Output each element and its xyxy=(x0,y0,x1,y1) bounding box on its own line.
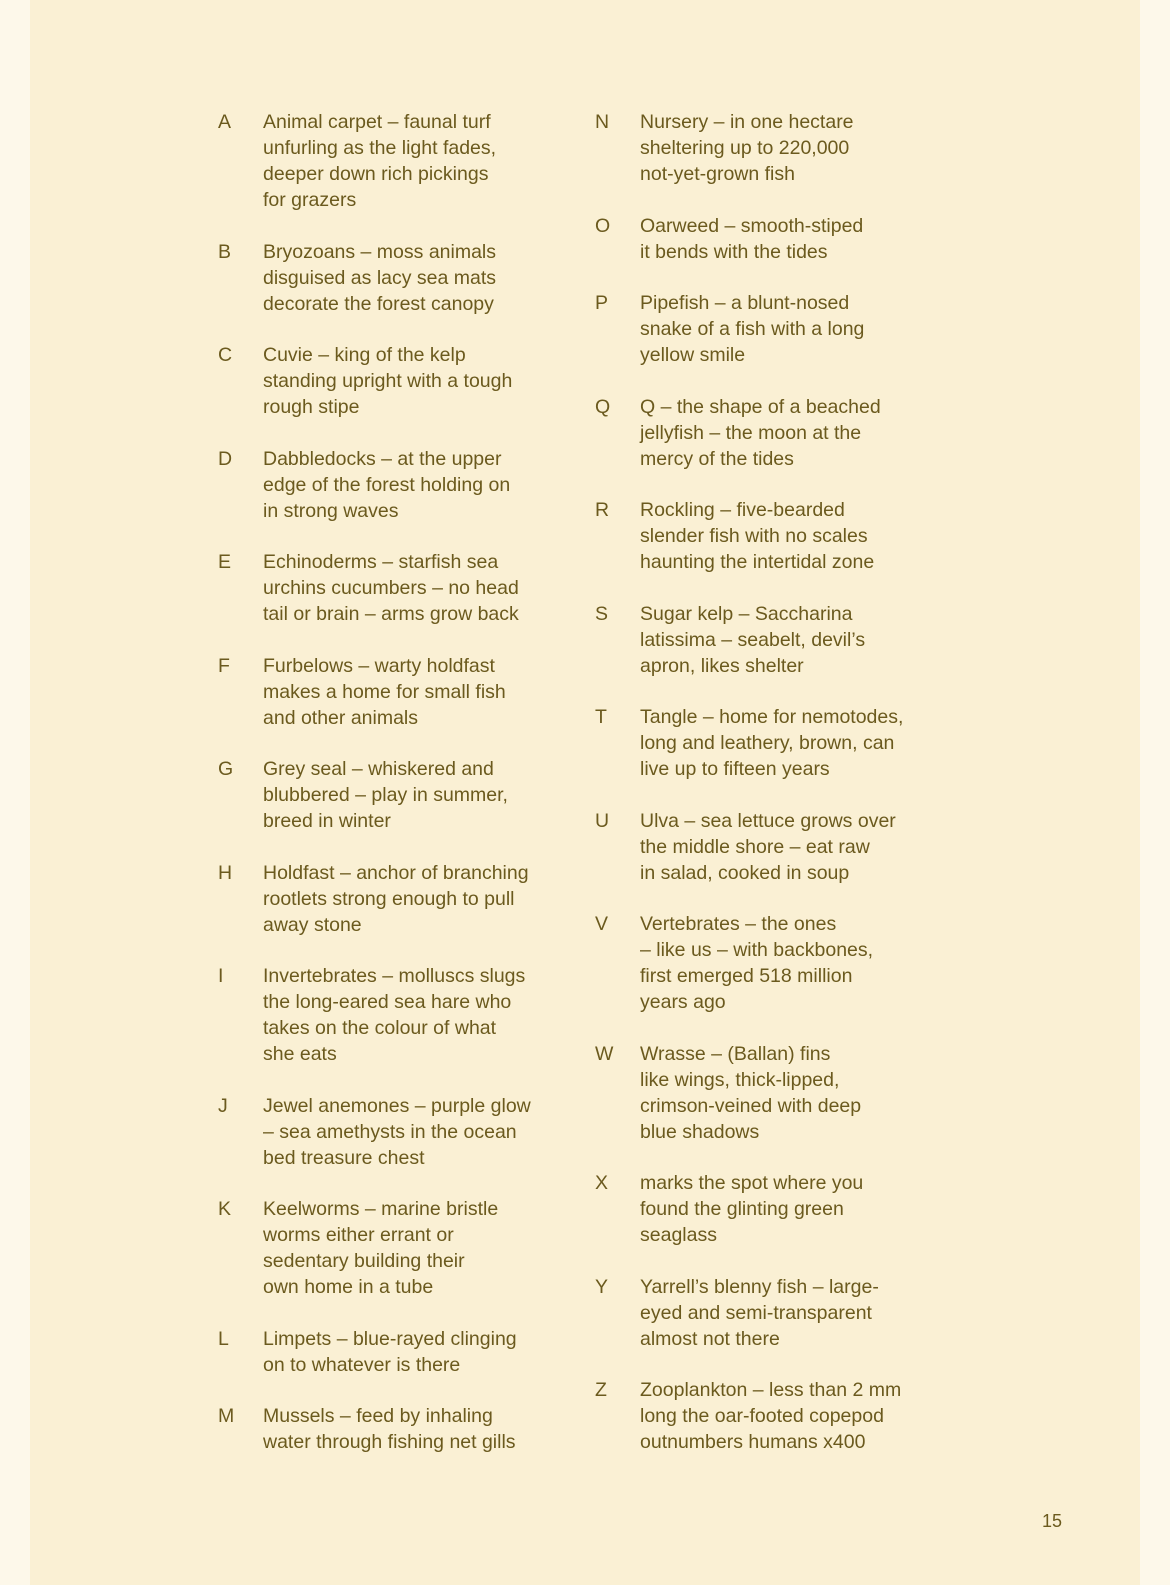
entry-letter: R xyxy=(595,499,610,521)
glossary-entry-i xyxy=(218,963,588,1067)
entry-text: Animal carpet – faunal turf unfurling as the light fades, deeper down rich pickings for grazers xyxy=(263,111,497,211)
glossary-entry-l xyxy=(218,1326,588,1378)
glossary-entry-u xyxy=(595,808,975,886)
glossary-entry-e xyxy=(218,549,588,627)
glossary-entry-s xyxy=(595,601,975,679)
entry-text: Dabbledocks – at the upper edge of the forest holding on in strong waves xyxy=(263,447,511,522)
entry-letter: I xyxy=(218,965,224,987)
entry-letter: S xyxy=(595,602,609,625)
entry-text: Wrasse – (Ballan) fins like wings, thick-lipped, crimson-veined with deep blue shadows xyxy=(640,1042,862,1143)
entry-letter: O xyxy=(595,214,611,237)
glossary-entry-f xyxy=(218,653,588,731)
entry-letter: L xyxy=(218,1327,229,1350)
entry-letter: U xyxy=(595,809,610,832)
entry-letter: H xyxy=(218,861,233,884)
entry-text: Q – the shape of a beached jellyfish – the moon at the mercy of the tides xyxy=(640,395,881,470)
entry-letter: Z xyxy=(595,1379,607,1401)
glossary-entry-o xyxy=(595,213,975,265)
glossary-entry-p xyxy=(595,290,975,368)
glossary-entry-g xyxy=(218,756,588,834)
entry-letter: T xyxy=(595,706,607,728)
entry-text: Mussels – feed by inhaling water through fishing net gills xyxy=(263,1405,516,1453)
entry-text: Echinoderms – starfish sea urchins cucumbers – no head tail or brain – arms grow back xyxy=(263,551,519,625)
entry-text: Bryozoans – moss animals disguised as lacy sea mats decorate the forest canopy xyxy=(263,240,497,315)
entry-text: Oarweed – smooth-stiped it bends with the tides xyxy=(640,214,864,263)
entry-letter: J xyxy=(218,1094,228,1117)
entry-text: Jewel anemones – purple glow – sea amethysts in the ocean bed treasure chest xyxy=(263,1094,531,1169)
entry-text: Keelworms – marine bristle worms either errant or sedentary building their own home in a tube xyxy=(263,1198,499,1298)
glossary-entry-y xyxy=(595,1274,975,1352)
entry-text: Sugar kelp – Saccharina latissima – seabelt, devil’s apron, likes shelter xyxy=(640,602,866,677)
glossary-entry-r xyxy=(595,497,975,575)
glossary-entry-q xyxy=(595,394,975,472)
entry-letter: P xyxy=(595,292,609,314)
entry-letter: Q xyxy=(595,395,611,418)
entry-text: Pipefish – a blunt-nosed snake of a fish with a long yellow smile xyxy=(640,292,865,366)
entry-letter: X xyxy=(595,1172,609,1194)
entry-letter: C xyxy=(218,344,233,366)
entry-text: Tangle – home for nemotodes, long and leathery, brown, can live up to fifteen years xyxy=(640,706,904,780)
glossary-entry-c xyxy=(218,342,588,420)
glossary-entry-h xyxy=(218,860,588,938)
entry-letter: M xyxy=(218,1405,235,1427)
entry-text: Grey seal – whiskered and blubbered – play in summer, breed in winter xyxy=(263,758,508,832)
entry-letter: K xyxy=(218,1198,232,1220)
entry-text: Yarrell’s blenny fish – large- eyed and semi-transparent almost not there xyxy=(640,1275,879,1350)
glossary-entry-b xyxy=(218,239,588,317)
glossary-entry-w xyxy=(595,1041,975,1145)
glossary-column-right xyxy=(595,109,975,1455)
entry-text: Rockling – five-bearded slender fish with no scales haunting the intertidal zone xyxy=(640,499,875,573)
entry-text: Zooplankton – less than 2 mm long the oar-footed copepod outnumbers humans x400 xyxy=(640,1379,902,1453)
entry-letter: N xyxy=(595,111,610,133)
entry-text: Furbelows – warty holdfast makes a home for small fish and other animals xyxy=(263,654,506,729)
entry-letter: B xyxy=(218,240,232,263)
entry-text: marks the spot where you found the glinting green seaglass xyxy=(640,1172,864,1246)
entry-letter: F xyxy=(218,654,230,677)
glossary-column-left xyxy=(218,109,588,1455)
book-page xyxy=(30,0,1140,1585)
glossary-entry-d xyxy=(218,446,588,524)
entry-text: Nursery – in one hectare sheltering up to 220,000 not-yet-grown fish xyxy=(640,111,854,185)
entry-letter: Y xyxy=(595,1275,609,1298)
entry-letter: D xyxy=(218,447,233,470)
glossary-entry-m xyxy=(218,1403,588,1455)
entry-letter: W xyxy=(595,1042,614,1065)
entry-letter: G xyxy=(218,758,234,780)
entry-text: Vertebrates – the ones – like us – with backbones, first emerged 518 million years ago xyxy=(640,913,874,1013)
entry-letter: A xyxy=(218,111,232,133)
glossary-entry-t xyxy=(595,704,975,782)
entry-text: Ulva – sea lettuce grows over the middle shore – eat raw in salad, cooked in soup xyxy=(640,809,896,884)
entry-text: Invertebrates – molluscs slugs the long-eared sea hare who takes on the colour of what she eats xyxy=(263,965,526,1065)
glossary-entry-j xyxy=(218,1093,588,1171)
glossary-entry-z xyxy=(595,1377,975,1455)
glossary-entry-x xyxy=(595,1170,975,1248)
entry-letter: V xyxy=(595,913,609,935)
page-number: 15 xyxy=(1042,1511,1063,1531)
entry-text: Cuvie – king of the kelp standing upright with a tough rough stipe xyxy=(263,344,513,418)
glossary-entry-k xyxy=(218,1196,588,1300)
entry-text: Holdfast – anchor of branching rootlets strong enough to pull away stone xyxy=(263,861,529,936)
glossary-entry-v xyxy=(595,911,975,1015)
glossary-entry-n xyxy=(595,109,975,187)
entry-letter: E xyxy=(218,551,232,573)
entry-text: Limpets – blue-rayed clinging on to whatever is there xyxy=(263,1327,517,1376)
glossary-entry-a xyxy=(218,109,588,213)
